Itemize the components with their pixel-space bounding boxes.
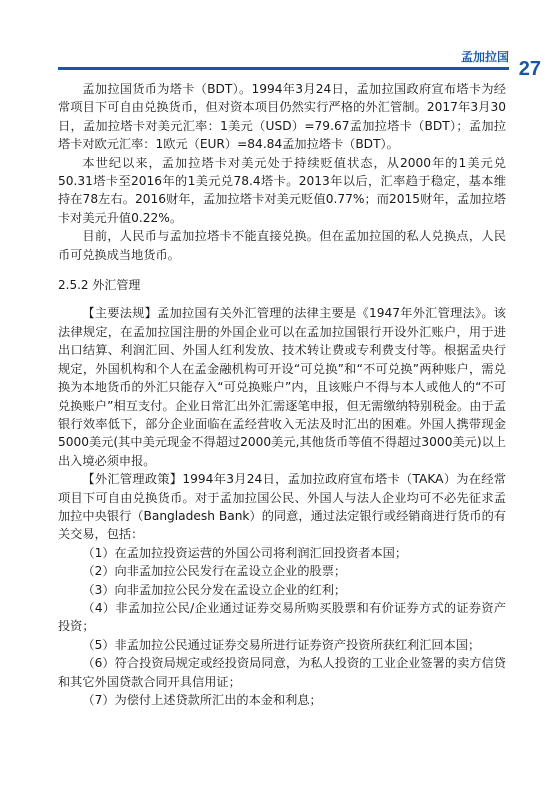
paragraph-main-regulations: 【主要法规】孟加拉国有关外汇管理的法律主要是《1947年外汇管理法》。该法律规定，在孟加拉国注册的外国企业可以在孟加拉国银行开设外汇账户，用于进出口结算、利润汇回、外国人红利发放、技术转让费或专利费支付等。根据孟央行规定，外国机构和个人在孟金融机构可开设“可兑换”和“不可兑换”两种账户，需兑换为本地货币的外汇只能存入“可兑换账户”内，且该账户不得与本人或他人的“不可兑换账户”相互支付。企业日常汇出外汇需逐笔申报，但无需缴纳特别税金。由于孟银行效率低下，部分企业面临在孟经营收入无法及时汇出的困难。外国人携带现金5000美元(其中美元现金不得超过2000美元,其他货币等值不得超过3000美元)以上出入境必须申报。 (58, 306, 506, 468)
page-body (58, 80, 506, 709)
section-heading: 2.5.2 外汇管理 (58, 278, 141, 293)
paragraph-rmb-exchange: 目前，人民币与孟加拉塔卡不能直接兑换。但在孟加拉国的私人兑换点，人民币可兑换成当地货币。 (58, 229, 506, 262)
header-divider (58, 67, 509, 70)
list-item: （5）非孟加拉公民通过证券交易所进行证券资产投资所获红利汇回本国； (82, 637, 481, 652)
list-item: （3）向非孟加拉公民分发在孟设立企业的红利； (82, 582, 347, 597)
list-item: （2）向非孟加拉公民发行在孟设立企业的股票； (82, 564, 347, 579)
list-item: （7）为偿付上述贷款所汇出的本金和利息； (82, 693, 322, 707)
paragraph-fx-policy: 【外汇管理政策】1994年3月24日，孟加拉政府宣布塔卡（TAKA）为在经常项目下可自由兑换货币。对于孟加拉国公民、外国人与法人企业均可不必先征求孟加拉中央银行（Bangladesh Bank）的同意，通过法定银行或经销商进行货币的有关交易，包括： (58, 472, 506, 542)
list-item: （1）在孟加拉投资运营的外国公司将利润汇回投资者本国； (82, 545, 408, 560)
paragraph-exchange-trend: 本世纪以来，孟加拉塔卡对美元处于持续贬值状态，从2000年的1美元兑50.31塔卡至2016年的1美元兑78.4塔卡。2013年以后，汇率趋于稳定，基本维持在78左右。2016财年，孟加拉塔卡对美元贬值0.77%；而2015财年，孟加拉塔卡对美元升值0.22%。 (58, 155, 506, 225)
list-item: （4）非孟加拉公民/企业通过证券交易所购买股票和有价证券方式的证券资产投资； (58, 600, 506, 634)
list-item: （6）符合投资局规定或经投资局同意，为私人投资的工业企业签署的卖方信贷和其它外国贷款合同开具信用证； (58, 656, 506, 689)
page-number: 27 (518, 58, 541, 80)
paragraph-currency: 孟加拉国货币为塔卡（BDT）。1994年3月24日，孟加拉国政府宣布塔卡为经常项目下可自由兑换货币，但对资本项目仍然实行严格的外汇管制。2017年3月30日，孟加拉塔卡对美元汇率：1美元（USD）=79.67孟加拉塔卡（BDT）；孟加拉塔卡对欧元汇率：1欧元（EUR）=84.84孟加拉塔卡（BDT）。 (58, 82, 506, 152)
running-header-title: 孟加拉国 (460, 50, 509, 64)
